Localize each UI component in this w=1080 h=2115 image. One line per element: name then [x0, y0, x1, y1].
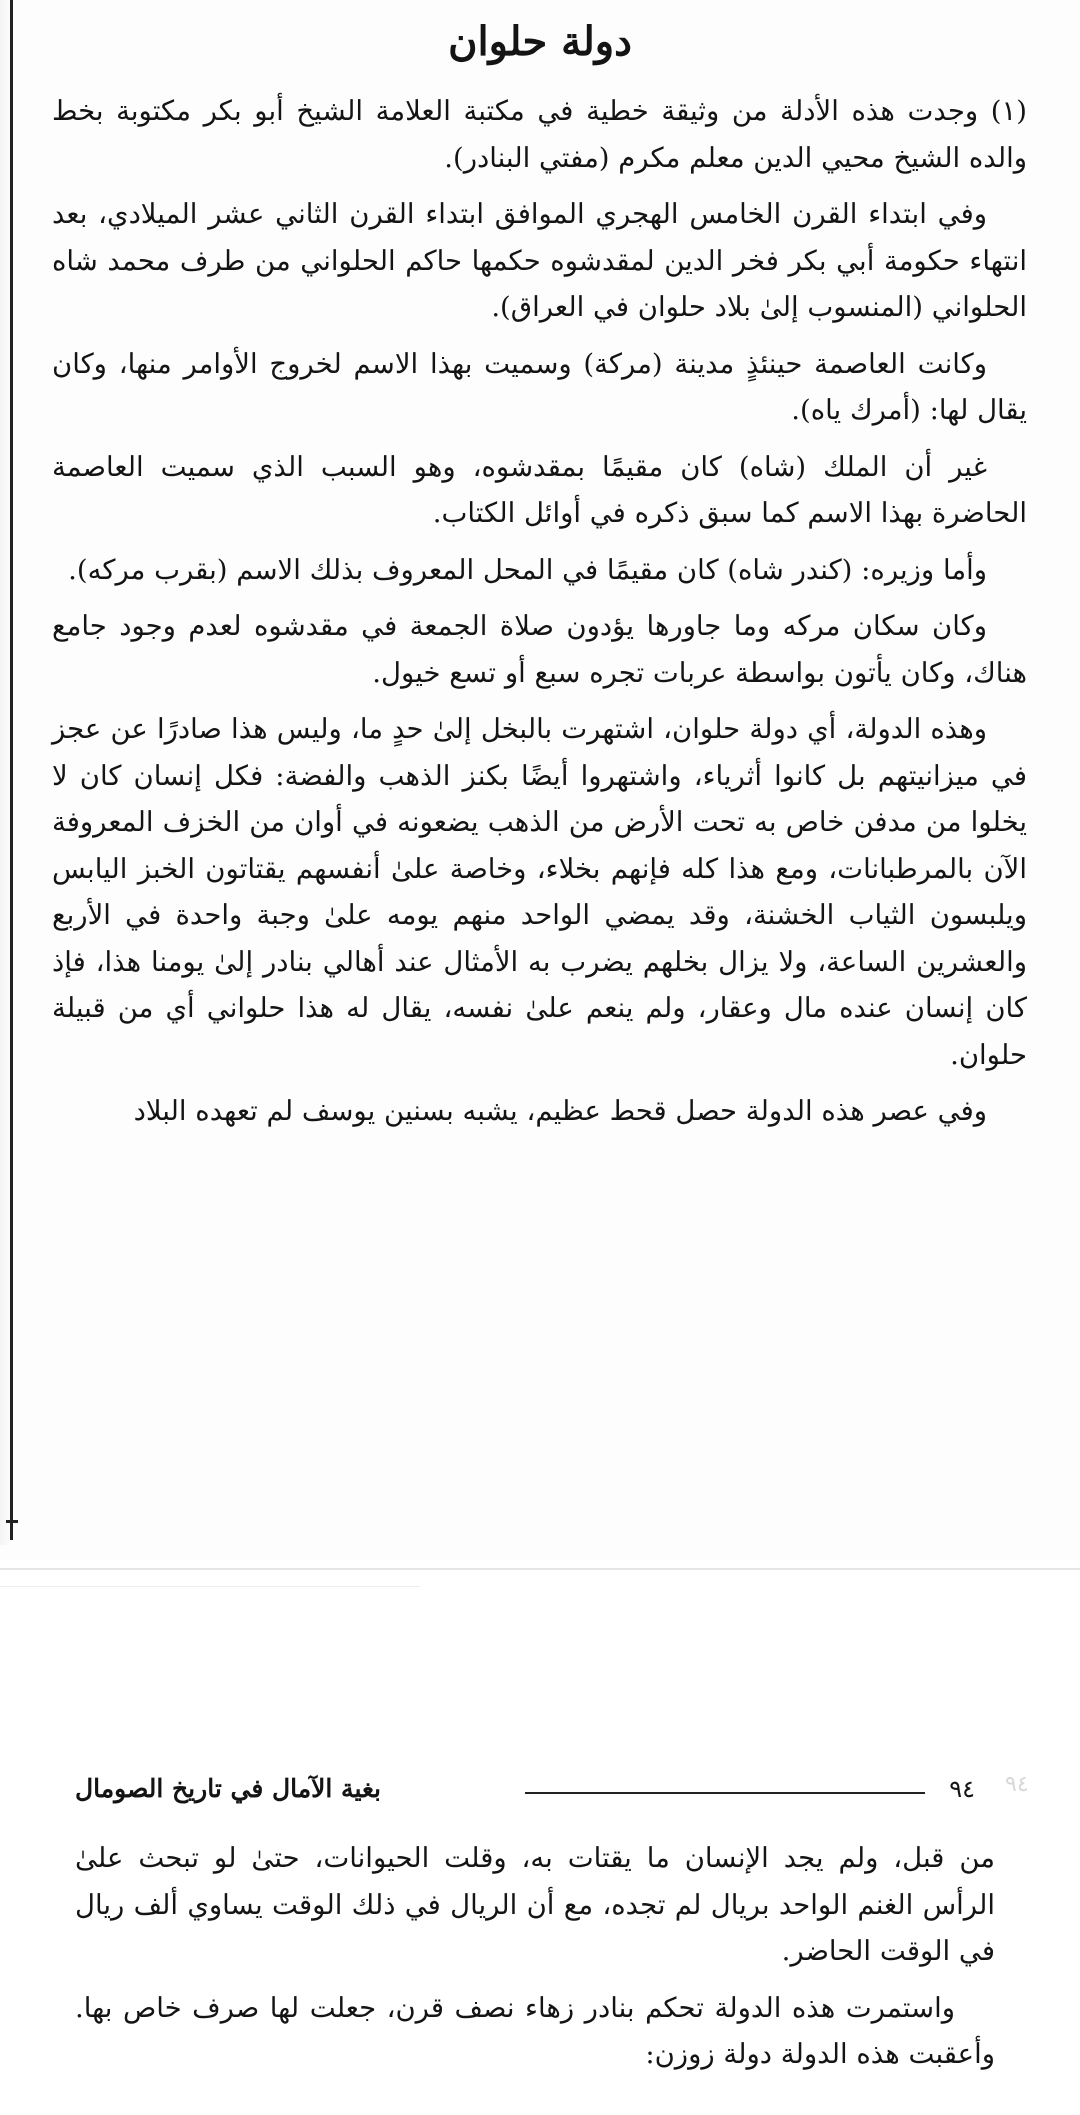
paragraph: وكانت العاصمة حينئذٍ مدينة (مركة) وسميت بهذا الاسم لخروج الأوامر منها، وكان يقال لها: (أمرك ياه). — [52, 347, 1027, 426]
scan-divider-line — [0, 1586, 420, 1587]
page-number: ٩٤ — [949, 1775, 975, 1803]
top-page-body — [52, 88, 1027, 1145]
scan-divider-line — [0, 1568, 1080, 1570]
running-header — [75, 1770, 975, 1814]
paragraph: وأما وزيره: (كندر شاه) كان مقيمًا في المحل المعروف بذلك الاسم (بقرب مركه). — [68, 553, 987, 586]
binding-line — [10, 0, 13, 1540]
paragraph: وهذه الدولة، أي دولة حلوان، اشتهرت بالبخل إلىٰ حدٍ ما، وليس هذا صادرًا عن عجز في ميزانيتهم بل كانوا أثرياء، واشتهروا أيضًا بكنز الذهب والفضة: فكل إنسان كان لا يخلوا من مدفن خاص به تحت الأرض من الذهب يضعونه في أوان من الخزف المعروفة الآن بالمرطبانات، ومع هذا كله فإنهم بخلاء، وخاصة علىٰ أنفسهم يقتاتون الخبز اليابس ويلبسون الثياب الخشنة، وقد يمضي الواحد منهم يومه علىٰ وجبة واحدة في الأربع والعشرين الساعة، ولا يزال بخلهم يضرب به الأمثال عند أهالي بنادر إلىٰ يومنا هذا، فإذ كان إنسان عنده مال وعقار، ولم ينعم علىٰ نفسه، يقال له هذا حلواني أي من قبيلة حلوان. — [52, 713, 1027, 1071]
ghost-page-number: ٩٤ — [1005, 1772, 1029, 1797]
paragraph: من قبل، ولم يجد الإنسان ما يقتات به، وقلت الحيوانات، حتىٰ لو تبحث علىٰ الرأس الغنم الواحد بريال لم تجده، مع أن الريال في ذلك الوقت يساوي ألف ريال في الوقت الحاضر. — [75, 1842, 995, 1967]
header-rule — [525, 1792, 925, 1794]
bottom-page-body — [75, 1835, 995, 2088]
paragraph: وفي ابتداء القرن الخامس الهجري الموافق ابتداء القرن الثاني عشر الميلادي، بعد انتهاء حكومة أبي بكر فخر الدين لمقدشوه حكمها حاكم الحلواني من طرف محمد شاه الحلواني (المنسوب إلىٰ بلاد حلوان في العراق). — [52, 198, 1027, 323]
paragraph: واستمرت هذه الدولة تحكم بنادر زهاء نصف قرن، جعلت لها صرف خاص بها. وأعقبت هذه الدولة دولة زوزن: — [75, 1991, 995, 2070]
book-title: بغية الآمال في تاريخ الصومال — [75, 1774, 382, 1803]
paragraph: غير أن الملك (شاه) كان مقيمًا بمقدشوه، وهو السبب الذي سميت العاصمة الحاضرة بهذا الاسم كما سبق ذكره في أوائل الكتاب. — [52, 450, 1027, 529]
binding-tick — [6, 1520, 18, 1523]
paragraph: وفي عصر هذه الدولة حصل قحط عظيم، يشبه بسنين يوسف لم تعهده البلاد — [133, 1095, 987, 1127]
paragraph-footnote: (١) وجدت هذه الأدلة من وثيقة خطية في مكتبة العلامة الشيخ أبو بكر مكتوبة بخط والده الشيخ محيي الدين معلم مكرم (مفتي البنادر). — [52, 95, 1027, 174]
page-title: دولة حلوان — [448, 18, 632, 65]
page-gap — [0, 1560, 1080, 1595]
paragraph: وكان سكان مركه وما جاورها يؤدون صلاة الجمعة في مقدشوه لعدم وجود جامع هناك، وكان يأتون بواسطة عربات تجره سبع أو تسع خيول. — [52, 610, 1027, 689]
